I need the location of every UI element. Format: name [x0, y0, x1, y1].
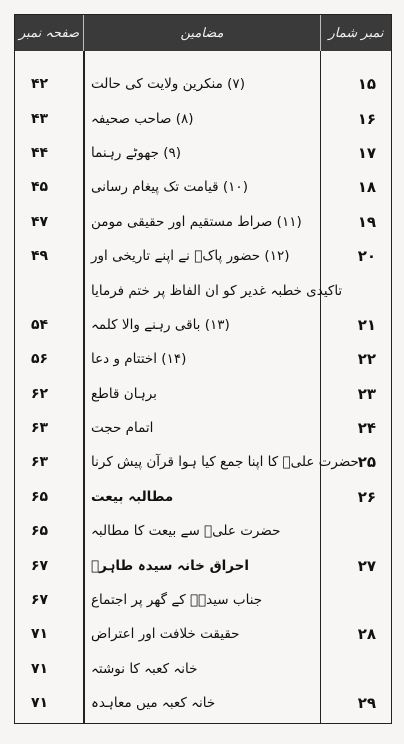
serial-number: ۲۸ — [357, 625, 376, 644]
entry-title: حقیقت خلافت اور اعتراض — [91, 626, 240, 643]
page-number: ۷۱ — [31, 695, 49, 712]
entry-title: (۹) جھوٹے رہنما — [91, 144, 182, 161]
contents-header: مضامین — [83, 15, 321, 51]
page-number: ۵۴ — [31, 316, 49, 333]
page-number: ۴۴ — [31, 144, 49, 161]
page-number: ۶۵ — [31, 488, 49, 505]
page-number: ۴۵ — [31, 179, 49, 196]
page-number: ۴۳ — [31, 110, 49, 127]
table-row — [15, 480, 391, 514]
table-row — [15, 411, 391, 445]
serial-number: ۱۶ — [357, 109, 376, 128]
serial-number — [332, 583, 376, 617]
table-row — [15, 205, 391, 239]
serial-number: ۲۰ — [357, 247, 376, 266]
entry-title: (۱۳) باقی رہنے والا کلمہ — [91, 316, 230, 333]
page-number: ۶۷ — [31, 557, 49, 574]
table-row — [15, 514, 391, 548]
page-number: ۶۲ — [31, 385, 49, 402]
entry-title: (۱۰) قیامت تک پیغام رسانی — [91, 179, 248, 196]
serial-number: ۲۲ — [357, 350, 376, 369]
entry-title: (۱۲) حضور پاکؐ نے اپنے تاریخی اور — [91, 248, 290, 265]
page-number: ۶۳ — [31, 454, 49, 471]
table-row — [15, 583, 391, 617]
serial-number — [332, 273, 376, 307]
entry-title: حضرت علیؑ سے بیعت کا مطالبہ — [91, 523, 281, 540]
table-row — [15, 686, 391, 720]
contents-rows — [15, 67, 391, 720]
serial-number: ۲۹ — [357, 694, 376, 713]
entry-title: خانہ کعبہ میں معاہدہ — [91, 695, 216, 712]
serial-number: ۱۸ — [357, 178, 376, 197]
page-number: ۵۶ — [31, 351, 49, 368]
table-header — [15, 15, 391, 51]
table-row — [15, 342, 391, 376]
page-number — [31, 273, 77, 307]
table-row — [15, 101, 391, 135]
page-number: ۷۱ — [31, 660, 49, 677]
table-row — [15, 239, 391, 273]
serial-number: ۲۷ — [357, 556, 376, 575]
serial-number: ۲۶ — [357, 487, 376, 506]
page-number: ۴۹ — [31, 248, 49, 265]
serial-number — [332, 652, 376, 686]
entry-title: احراق خانہ سیدہ طاہرؑ — [91, 557, 250, 574]
table-row — [15, 308, 391, 342]
page-number: ۴۷ — [31, 213, 49, 230]
table-row — [15, 445, 391, 479]
page-number-header: صفحہ نمبر — [19, 25, 79, 41]
entry-title: تاکیدی خطبہ غدیر کو ان الفاظ پر ختم فرمایا — [91, 282, 343, 299]
serial-number: ۲۳ — [357, 384, 376, 403]
entry-title: اتمام حجت — [91, 420, 154, 437]
table-row — [15, 617, 391, 651]
entry-title: مطالبہ بیعت — [91, 488, 174, 505]
entry-title: خانہ کعبہ کا نوشتہ — [91, 660, 198, 677]
page-number: ۷۱ — [31, 626, 49, 643]
page-number: ۶۷ — [31, 592, 49, 609]
table-row — [15, 170, 391, 204]
entry-title: (۷) منکرین ولایت کی حالت — [91, 76, 245, 93]
serial-number: ۲۱ — [357, 315, 376, 334]
serial-number: ۱۷ — [357, 143, 376, 162]
entry-title: جناب سیدہؑ کے گھر پر اجتماع — [91, 592, 263, 609]
page-number: ۴۲ — [31, 76, 49, 93]
serial-number: ۲۵ — [357, 453, 376, 472]
entry-title: (۱۴) اختتام و دعا — [91, 351, 187, 368]
entry-title: برہان قاطع — [91, 385, 157, 402]
table-row — [15, 377, 391, 411]
table-row — [15, 273, 391, 307]
entry-title: حضرت علیؑ کا اپنا جمع کیا ہوا قرآن پیش کرنا — [91, 454, 359, 471]
serial-number: ۱۹ — [357, 212, 376, 231]
table-row — [15, 548, 391, 582]
serial-number — [332, 514, 376, 548]
serial-number: ۱۵ — [357, 75, 376, 94]
table-row — [15, 652, 391, 686]
table-of-contents — [14, 14, 392, 724]
serial-number: ۲۴ — [357, 419, 376, 438]
page-number: ۶۵ — [31, 523, 49, 540]
table-row — [15, 67, 391, 101]
entry-title: (۸) صاحب صحیفہ — [91, 110, 194, 127]
page-number: ۶۳ — [31, 420, 49, 437]
table-row — [15, 136, 391, 170]
serial-number-header: نمبر شمار — [328, 25, 384, 41]
entry-title: (۱۱) صراط مستقیم اور حقیقی مومن — [91, 213, 302, 230]
